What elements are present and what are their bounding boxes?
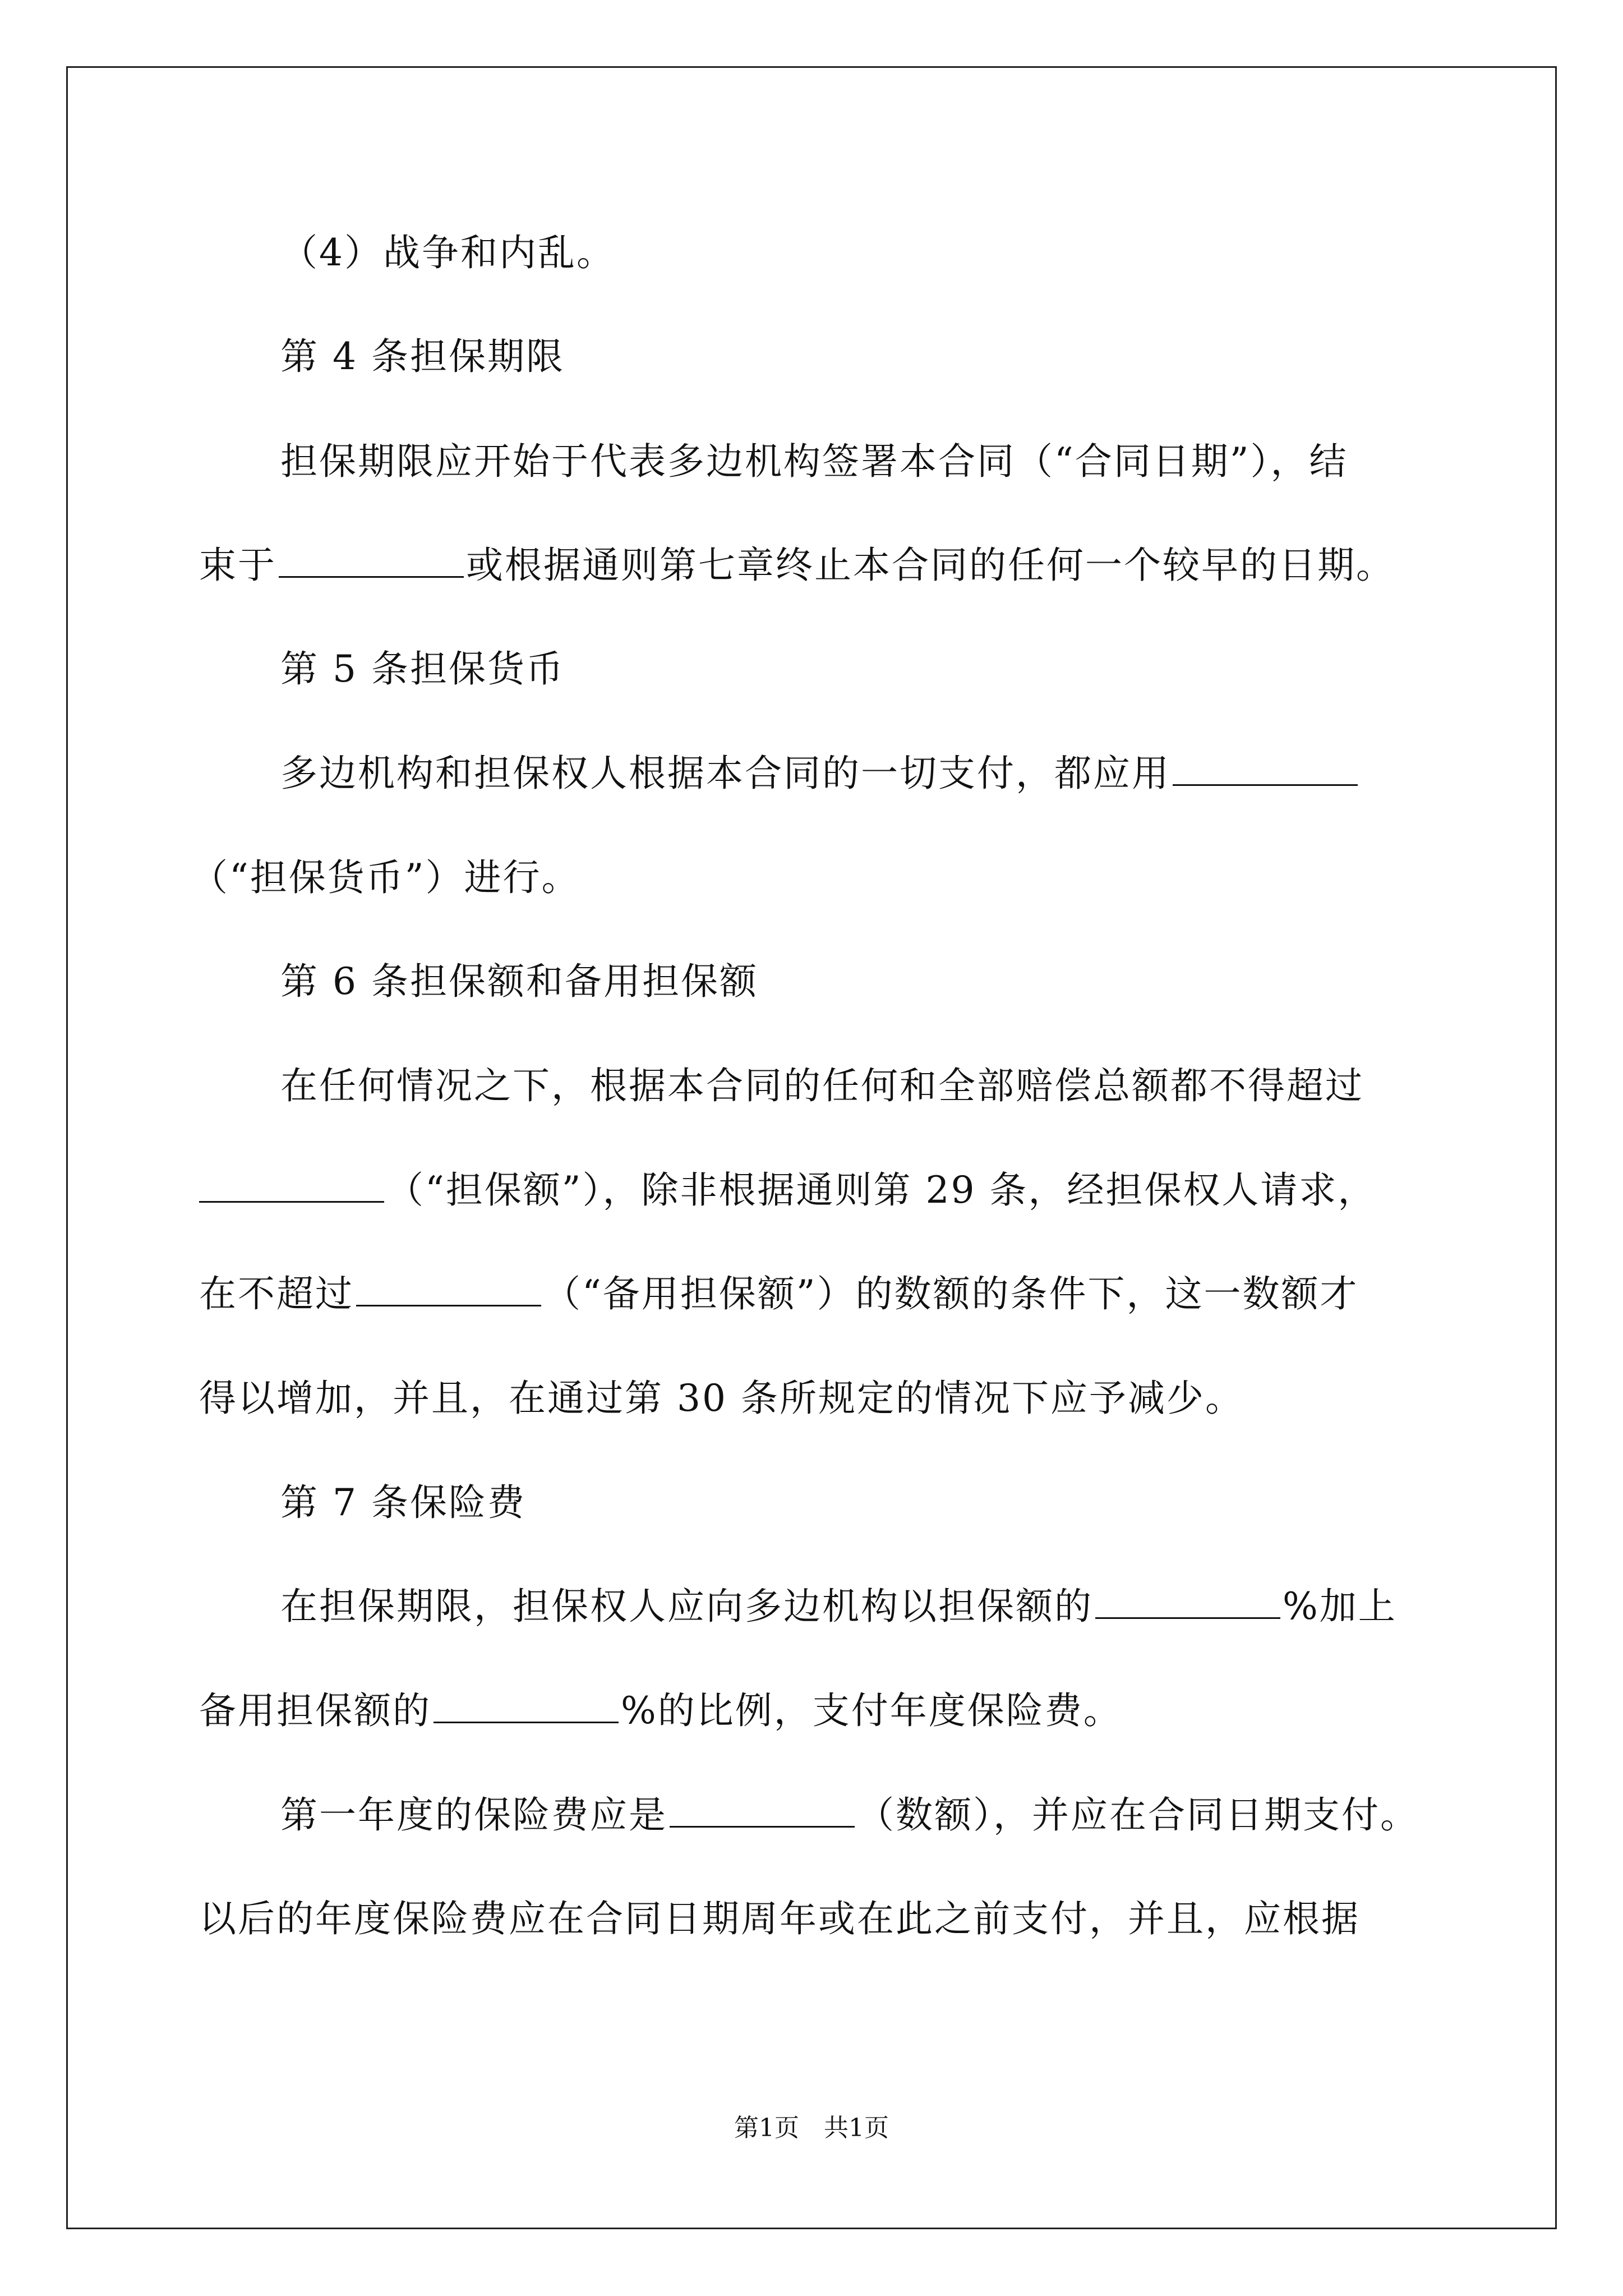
heading-article-5: 第 5 条担保货币 (280, 647, 565, 691)
heading-article-7: 第 7 条保险费 (280, 1481, 526, 1524)
paragraph-article-4-line-1: 担保期限应开始于代表多边机构签署本合同（“合同日期”），结 (280, 440, 1348, 483)
paragraph-article-6-line-3: 在不超过 （“备用担保额”）的数额的条件下，这一数额才 (199, 1272, 1359, 1315)
fill-in-blank (199, 1172, 384, 1203)
paragraph-article-6-line-1: 在任何情况之下，根据本合同的任何和全部赔偿总额都不得超过 (280, 1064, 1364, 1107)
paragraph-article-7-line-3: 第一年度的保险费应是 （数额），并应在合同日期支付。 (280, 1793, 1419, 1837)
fill-in-blank (279, 547, 464, 578)
paragraph-article-4-line-2: 束于 或根据通则第七章终止本合同的任何一个较早的日期。 (199, 544, 1395, 587)
paragraph-article-7-line-2: 备用担保额的 %的比例，支付年度保险费。 (199, 1689, 1122, 1732)
paragraph-article-7-line-4: 以后的年度保险费应在合同日期周年或在此之前支付，并且，应根据 (199, 1897, 1360, 1940)
paragraph-article-6-line-4: 得以增加，并且，在通过第 30 条所规定的情况下应予减少。 (199, 1377, 1244, 1420)
heading-article-4: 第 4 条担保期限 (280, 335, 565, 378)
fill-in-blank (356, 1276, 541, 1306)
fill-in-blank (670, 1797, 855, 1828)
paragraph-war-and-civil-disturbance: （4）战争和内乱。 (280, 231, 615, 274)
page-number-footer: 第1页 共1页 (734, 2114, 889, 2142)
heading-article-6: 第 6 条担保额和备用担保额 (280, 960, 758, 1003)
paragraph-article-5-line-2: （“担保货币”）进行。 (191, 856, 580, 899)
fill-in-blank (1095, 1588, 1280, 1619)
paragraph-article-5-line-1: 多边机构和担保权人根据本合同的一切支付，都应用 (280, 755, 1469, 792)
paragraph-article-6-line-2: （“担保额”），除非根据通则第 29 条，经担保权人请求， (199, 1172, 1467, 1209)
fill-in-blank (1173, 755, 1358, 786)
paragraph-article-7-line-1: 在担保期限，担保权人应向多边机构以担保额的 %加上 (280, 1585, 1397, 1628)
fill-in-blank (434, 1692, 619, 1723)
